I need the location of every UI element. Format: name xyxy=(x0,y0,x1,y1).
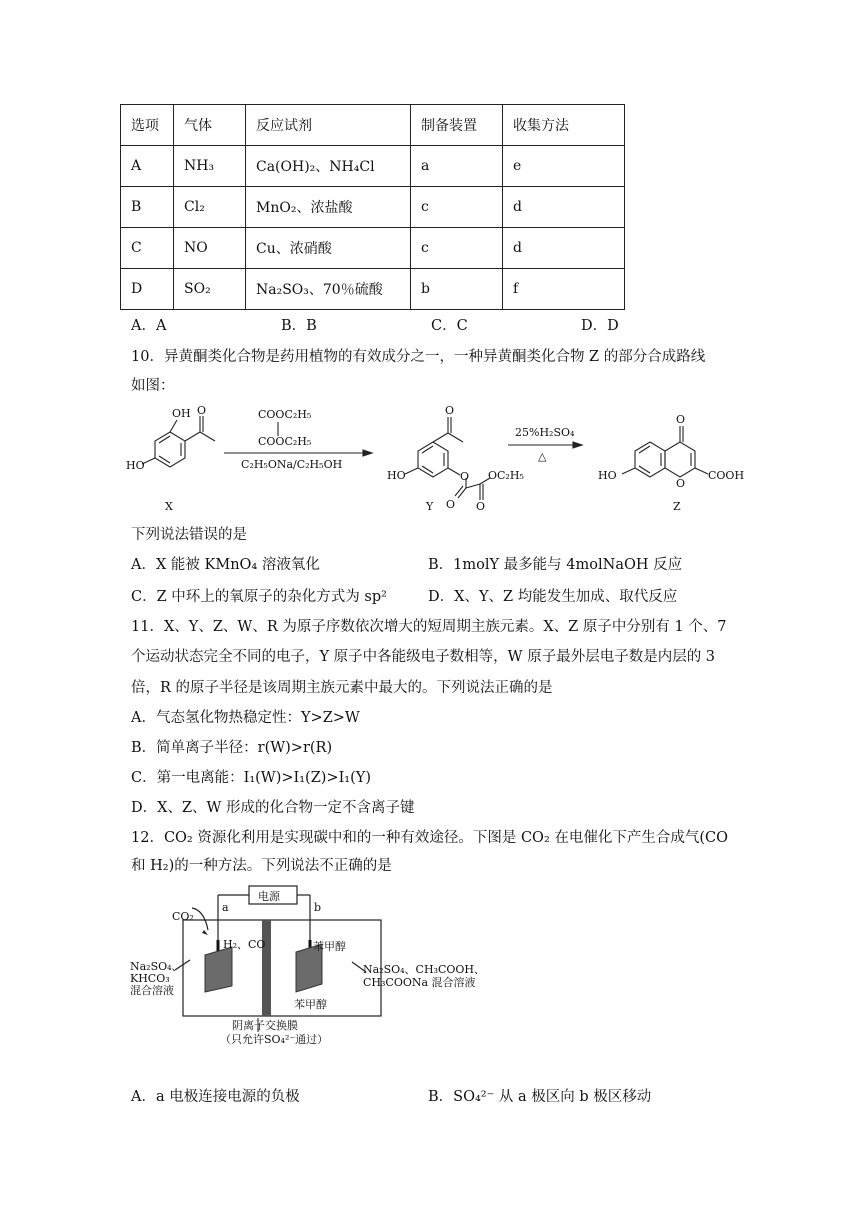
table-cell: SO₂ xyxy=(174,269,246,310)
y-ether-o-label: O xyxy=(460,470,470,483)
q9-option-b[interactable]: B．B xyxy=(281,318,317,334)
left-solution-line1: Na₂SO₄、 xyxy=(130,960,183,973)
z-ho-label: HO xyxy=(598,469,617,482)
membrane-note: （只允许SO₄²⁻通过） xyxy=(220,1033,329,1046)
benzyl-alcohol-label-1: 苯甲醇 xyxy=(313,940,346,953)
power-source-label: 电源 xyxy=(258,890,280,903)
q11-stem-line3: 倍，R 的原子半径是该周期主族元素中最大的。下列说法正确的是 xyxy=(131,680,553,696)
q9-option-d[interactable]: D．D xyxy=(581,318,619,334)
q10-stem-line1: 10．异黄酮类化合物是药用植物的有效成分之一，一种异黄酮类化合物 Z 的部分合成路线 xyxy=(131,349,706,365)
table-cell: NO xyxy=(174,228,246,269)
table-cell: D xyxy=(121,269,174,310)
electrode-b-label: b xyxy=(314,901,322,914)
right-solution-line2: CH₃COONa 混合溶液 xyxy=(363,976,476,989)
x-carbonyl-o-label: O xyxy=(197,404,207,417)
label-x: X xyxy=(165,500,173,513)
z-carbonyl-o-label: O xyxy=(676,413,686,426)
electrolysis-diagram xyxy=(120,880,490,1052)
q12-stem-line2: 和 H₂)的一种方法。下列说法不正确的是 xyxy=(131,858,392,874)
reagent-bottom: COOC₂H₅ xyxy=(258,435,312,448)
table-header-cell: 反应试剂 xyxy=(246,105,411,146)
y-carbonyl2-o-label: O xyxy=(476,500,486,513)
table-cell: A xyxy=(121,146,174,187)
table-cell: d xyxy=(503,228,625,269)
table-header-row xyxy=(121,105,625,146)
q12-stem-line1: 12．CO₂ 资源化利用是实现碳中和的一种有效途径。下图是 CO₂ 在电催化下产生合成气(CO xyxy=(131,830,729,846)
q12-option-b[interactable]: B．SO₄²⁻ 从 a 极区向 b 极区移动 xyxy=(428,1089,652,1105)
table-header-cell: 收集方法 xyxy=(503,105,625,146)
table-cell: f xyxy=(503,269,625,310)
q10-option-b[interactable]: B．1molY 最多能与 4molNaOH 反应 xyxy=(428,557,683,573)
table-cell: e xyxy=(503,146,625,187)
q11-stem-line1: 11．X、Y、Z、W、R 为原子序数依次增大的短周期主族元素。X、Z 原子中分别有 1 个、7 xyxy=(131,619,727,635)
table-row xyxy=(121,187,625,228)
q12-option-a[interactable]: A．a 电极连接电源的负极 xyxy=(131,1089,300,1105)
co2-label: CO₂ xyxy=(172,910,194,923)
q10-stem-line2: 如图： xyxy=(131,378,175,394)
table-cell: b xyxy=(411,269,503,310)
benzyl-alcohol-label-2: 苯甲醇 xyxy=(294,998,327,1011)
reagent2-label: 25%H₂SO₄ xyxy=(515,426,575,439)
reagent-conditions: C₂H₅ONa/C₂H₅OH xyxy=(241,458,343,471)
q11-option-d[interactable]: D．X、Z、W 形成的化合物一定不含离子键 xyxy=(131,800,415,816)
table-cell: Cu、浓硝酸 xyxy=(246,228,411,269)
table-cell: a xyxy=(411,146,503,187)
y-carbonyl-o-label: O xyxy=(445,404,455,417)
y-ho-label: HO xyxy=(387,469,406,482)
left-solution-line3: 混合溶液 xyxy=(130,984,174,997)
table-cell: C xyxy=(121,228,174,269)
electrode-a-label: a xyxy=(222,901,229,914)
q9-option-a[interactable]: A．A xyxy=(131,318,167,334)
synthesis-scheme xyxy=(120,400,760,518)
table-cell: NH₃ xyxy=(174,146,246,187)
table-cell: Ca(OH)₂、NH₄Cl xyxy=(246,146,411,187)
q11-option-a[interactable]: A．气态氢化物热稳定性：Y>Z>W xyxy=(131,710,360,726)
table-cell: c xyxy=(411,228,503,269)
q10-option-c[interactable]: C．Z 中环上的氧原子的杂化方式为 sp² xyxy=(131,589,387,605)
y-ester-o-label: O xyxy=(446,498,456,511)
anion-exchange-membrane xyxy=(262,920,271,1016)
x-oh-label: OH xyxy=(172,407,191,420)
z-cooh-label: COOH xyxy=(708,469,745,482)
table-cell: B xyxy=(121,187,174,228)
table-header-cell: 选项 xyxy=(121,105,174,146)
q10-question: 下列说法错误的是 xyxy=(131,527,247,543)
reagent2-heat: △ xyxy=(538,450,547,463)
left-solution-line2: KHCO₃ xyxy=(130,972,170,985)
right-solution-line1: Na₂SO₄、CH₃COOH、 xyxy=(363,963,486,976)
reagent-top: COOC₂H₅ xyxy=(258,408,312,421)
table-cell: Cl₂ xyxy=(174,187,246,228)
table-row xyxy=(121,269,625,310)
gas-preparation-table xyxy=(120,104,625,310)
x-ho-label: HO xyxy=(126,459,145,472)
y-oc2h5-label: OC₂H₅ xyxy=(488,469,524,482)
label-y: Y xyxy=(426,500,434,513)
label-z: Z xyxy=(673,500,681,513)
table-header-cell: 制备装置 xyxy=(411,105,503,146)
table-header-cell: 气体 xyxy=(174,105,246,146)
z-ring-o-label: O xyxy=(676,477,686,490)
table-cell: Na₂SO₃、70％硫酸 xyxy=(246,269,411,310)
q10-option-a[interactable]: A．X 能被 KMnO₄ 溶液氧化 xyxy=(131,557,320,573)
q9-option-c[interactable]: C．C xyxy=(431,318,468,334)
q10-option-d[interactable]: D．X、Y、Z 均能发生加成、取代反应 xyxy=(428,589,678,605)
q11-stem-line2: 个运动状态完全不同的电子，Y 原子中各能级电子数相等，W 原子最外层电子数是内层的 3 xyxy=(131,649,716,665)
table-row xyxy=(121,228,625,269)
table-cell: c xyxy=(411,187,503,228)
table-row xyxy=(121,146,625,187)
membrane-label: 阴离子交换膜 xyxy=(232,1019,298,1032)
q11-option-b[interactable]: B．简单离子半径：r(W)>r(R) xyxy=(131,740,333,756)
table-cell: d xyxy=(503,187,625,228)
h2-co-label: H₂、CO xyxy=(223,938,266,951)
q11-option-c[interactable]: C．第一电离能：I₁(W)>I₁(Z)>I₁(Y) xyxy=(131,770,372,786)
table-cell: MnO₂、浓盐酸 xyxy=(246,187,411,228)
